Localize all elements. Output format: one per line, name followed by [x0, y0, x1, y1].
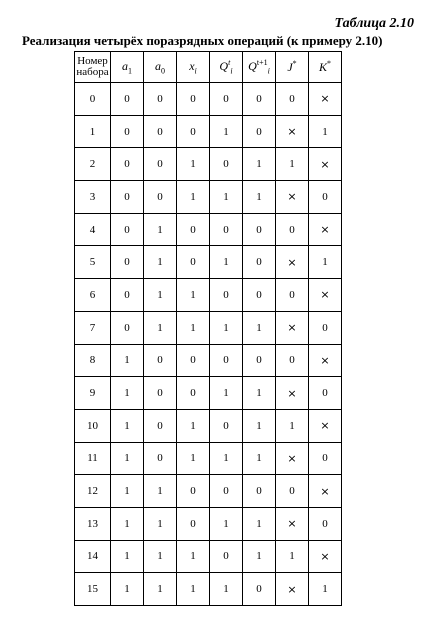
cell-q-t1: 0	[243, 115, 276, 148]
cell-set-number: 4	[75, 213, 111, 246]
cell-k: ×	[309, 475, 342, 508]
cell-k: 0	[309, 507, 342, 540]
cell-q-t: 0	[210, 83, 243, 116]
cell-xi: 0	[177, 377, 210, 410]
cell-j: ×	[276, 311, 309, 344]
cell-k: ×	[309, 344, 342, 377]
cell-set-number: 8	[75, 344, 111, 377]
header-row	[75, 52, 342, 83]
table-row	[75, 540, 342, 573]
cell-xi: 1	[177, 409, 210, 442]
cell-k: ×	[309, 83, 342, 116]
header-a0-sub: 0	[161, 66, 165, 76]
cell-q-t1: 0	[243, 279, 276, 312]
header-q-t-sup: t	[228, 58, 231, 68]
cell-q-t: 0	[210, 148, 243, 181]
cell-q-t: 0	[210, 213, 243, 246]
cell-xi: 0	[177, 246, 210, 279]
cell-j: ×	[276, 507, 309, 540]
cell-set-number: 2	[75, 148, 111, 181]
header-k-sup: *	[327, 59, 331, 68]
cell-a0: 1	[144, 279, 177, 312]
cell-xi: 1	[177, 148, 210, 181]
header-q-t	[210, 52, 243, 83]
cell-set-number: 1	[75, 115, 111, 148]
cell-a0: 1	[144, 475, 177, 508]
cell-j: 0	[276, 475, 309, 508]
table-row	[75, 115, 342, 148]
cell-set-number: 9	[75, 377, 111, 410]
cell-q-t: 1	[210, 377, 243, 410]
cell-j: ×	[276, 181, 309, 214]
cell-j: 1	[276, 540, 309, 573]
cell-q-t1: 1	[243, 507, 276, 540]
cell-a0: 0	[144, 377, 177, 410]
cell-a0: 1	[144, 213, 177, 246]
header-a1-base: a	[122, 58, 128, 73]
header-q-t-sub: i	[230, 66, 233, 76]
cell-a1: 0	[111, 148, 144, 181]
table-row	[75, 475, 342, 508]
table-row	[75, 246, 342, 279]
table-row	[75, 377, 342, 410]
cell-q-t1: 1	[243, 442, 276, 475]
cell-a0: 0	[144, 148, 177, 181]
table-row	[75, 442, 342, 475]
cell-a1: 1	[111, 540, 144, 573]
cell-a1: 1	[111, 409, 144, 442]
cell-a0: 1	[144, 573, 177, 606]
header-j-sup: *	[292, 59, 297, 68]
cell-q-t1: 0	[243, 573, 276, 606]
cell-a1: 1	[111, 507, 144, 540]
header-xi-base: x	[189, 58, 195, 73]
table-number: Таблица 2.10	[334, 16, 414, 31]
cell-q-t: 0	[210, 475, 243, 508]
cell-a1: 0	[111, 279, 144, 312]
table-body	[75, 83, 342, 606]
cell-a1: 1	[111, 442, 144, 475]
cell-k: ×	[309, 213, 342, 246]
cell-k: 1	[309, 246, 342, 279]
cell-j: 1	[276, 148, 309, 181]
header-xi	[177, 52, 210, 83]
cell-j: 0	[276, 344, 309, 377]
truth-table	[74, 51, 342, 606]
cell-set-number: 14	[75, 540, 111, 573]
cell-a1: 0	[111, 83, 144, 116]
table-caption: Реализация четырёх поразрядных операций (к примеру 2.10)	[22, 33, 383, 48]
cell-j: ×	[276, 377, 309, 410]
cell-j: ×	[276, 115, 309, 148]
cell-q-t: 0	[210, 540, 243, 573]
table-row	[75, 409, 342, 442]
cell-xi: 0	[177, 344, 210, 377]
cell-q-t: 0	[210, 279, 243, 312]
cell-q-t1: 0	[243, 344, 276, 377]
cell-a1: 0	[111, 246, 144, 279]
table-row	[75, 181, 342, 214]
cell-q-t: 1	[210, 115, 243, 148]
cell-xi: 1	[177, 181, 210, 214]
table-row	[75, 148, 342, 181]
header-q-t1	[243, 52, 276, 83]
cell-a0: 1	[144, 540, 177, 573]
cell-a0: 1	[144, 311, 177, 344]
cell-q-t1: 1	[243, 148, 276, 181]
cell-xi: 1	[177, 311, 210, 344]
cell-k: ×	[309, 279, 342, 312]
cell-k: 1	[309, 573, 342, 606]
cell-set-number: 0	[75, 83, 111, 116]
header-k	[309, 52, 342, 83]
table-row	[75, 213, 342, 246]
cell-k: 1	[309, 115, 342, 148]
table-row	[75, 507, 342, 540]
header-q-t1-base: Q	[248, 59, 257, 74]
cell-q-t: 1	[210, 573, 243, 606]
cell-a0: 0	[144, 115, 177, 148]
cell-a1: 0	[111, 181, 144, 214]
cell-a1: 1	[111, 344, 144, 377]
cell-set-number: 13	[75, 507, 111, 540]
cell-j: ×	[276, 573, 309, 606]
cell-q-t: 0	[210, 409, 243, 442]
header-xi-sub: i	[194, 66, 197, 76]
cell-q-t: 0	[210, 344, 243, 377]
cell-a1: 1	[111, 475, 144, 508]
header-set-number: Номер набора	[75, 52, 111, 83]
cell-xi: 1	[177, 540, 210, 573]
header-a0	[144, 52, 177, 83]
header-k-base: K	[318, 60, 327, 74]
table-row	[75, 83, 342, 116]
cell-j: 0	[276, 213, 309, 246]
header-a1	[111, 52, 144, 83]
cell-set-number: 15	[75, 573, 111, 606]
cell-a1: 1	[111, 573, 144, 606]
cell-k: 0	[309, 181, 342, 214]
cell-q-t1: 1	[243, 377, 276, 410]
cell-a0: 1	[144, 246, 177, 279]
cell-set-number: 10	[75, 409, 111, 442]
cell-k: 0	[309, 311, 342, 344]
cell-q-t1: 0	[243, 213, 276, 246]
cell-xi: 0	[177, 115, 210, 148]
cell-set-number: 5	[75, 246, 111, 279]
header-j	[276, 52, 309, 83]
cell-q-t1: 0	[243, 83, 276, 116]
header-q-t1-sub: i	[267, 66, 270, 76]
cell-xi: 0	[177, 507, 210, 540]
header-q-t-base: Q	[219, 59, 229, 74]
header-j-base: J	[287, 60, 293, 74]
cell-xi: 0	[177, 475, 210, 508]
cell-q-t1: 1	[243, 409, 276, 442]
cell-k: ×	[309, 540, 342, 573]
cell-q-t1: 1	[243, 311, 276, 344]
cell-xi: 1	[177, 279, 210, 312]
cell-xi: 1	[177, 573, 210, 606]
header-a0-base: a	[155, 58, 161, 73]
table-row	[75, 573, 342, 606]
table-row	[75, 344, 342, 377]
cell-j: 0	[276, 83, 309, 116]
cell-xi: 0	[177, 213, 210, 246]
cell-j: ×	[276, 246, 309, 279]
cell-a0: 1	[144, 507, 177, 540]
cell-a1: 1	[111, 377, 144, 410]
cell-j: 0	[276, 279, 309, 312]
cell-j: ×	[276, 442, 309, 475]
cell-j: 1	[276, 409, 309, 442]
cell-q-t1: 1	[243, 181, 276, 214]
cell-k: 0	[309, 442, 342, 475]
cell-xi: 1	[177, 442, 210, 475]
header-q-t1-sup: t+1	[256, 58, 268, 68]
cell-k: 0	[309, 377, 342, 410]
cell-a0: 0	[144, 344, 177, 377]
cell-q-t: 1	[210, 311, 243, 344]
cell-set-number: 11	[75, 442, 111, 475]
cell-xi: 0	[177, 83, 210, 116]
cell-k: ×	[309, 409, 342, 442]
cell-q-t: 1	[210, 181, 243, 214]
cell-a1: 0	[111, 115, 144, 148]
cell-a0: 0	[144, 442, 177, 475]
cell-q-t: 1	[210, 246, 243, 279]
cell-set-number: 12	[75, 475, 111, 508]
cell-q-t: 1	[210, 442, 243, 475]
table-row	[75, 279, 342, 312]
cell-set-number: 6	[75, 279, 111, 312]
table-row	[75, 311, 342, 344]
cell-set-number: 3	[75, 181, 111, 214]
cell-k: ×	[309, 148, 342, 181]
cell-q-t: 1	[210, 507, 243, 540]
cell-a0: 0	[144, 409, 177, 442]
cell-q-t1: 0	[243, 246, 276, 279]
cell-q-t1: 1	[243, 540, 276, 573]
cell-set-number: 7	[75, 311, 111, 344]
cell-a0: 0	[144, 181, 177, 214]
cell-q-t1: 0	[243, 475, 276, 508]
cell-a1: 0	[111, 311, 144, 344]
cell-a0: 0	[144, 83, 177, 116]
header-a1-sub: 1	[128, 66, 132, 76]
cell-a1: 0	[111, 213, 144, 246]
